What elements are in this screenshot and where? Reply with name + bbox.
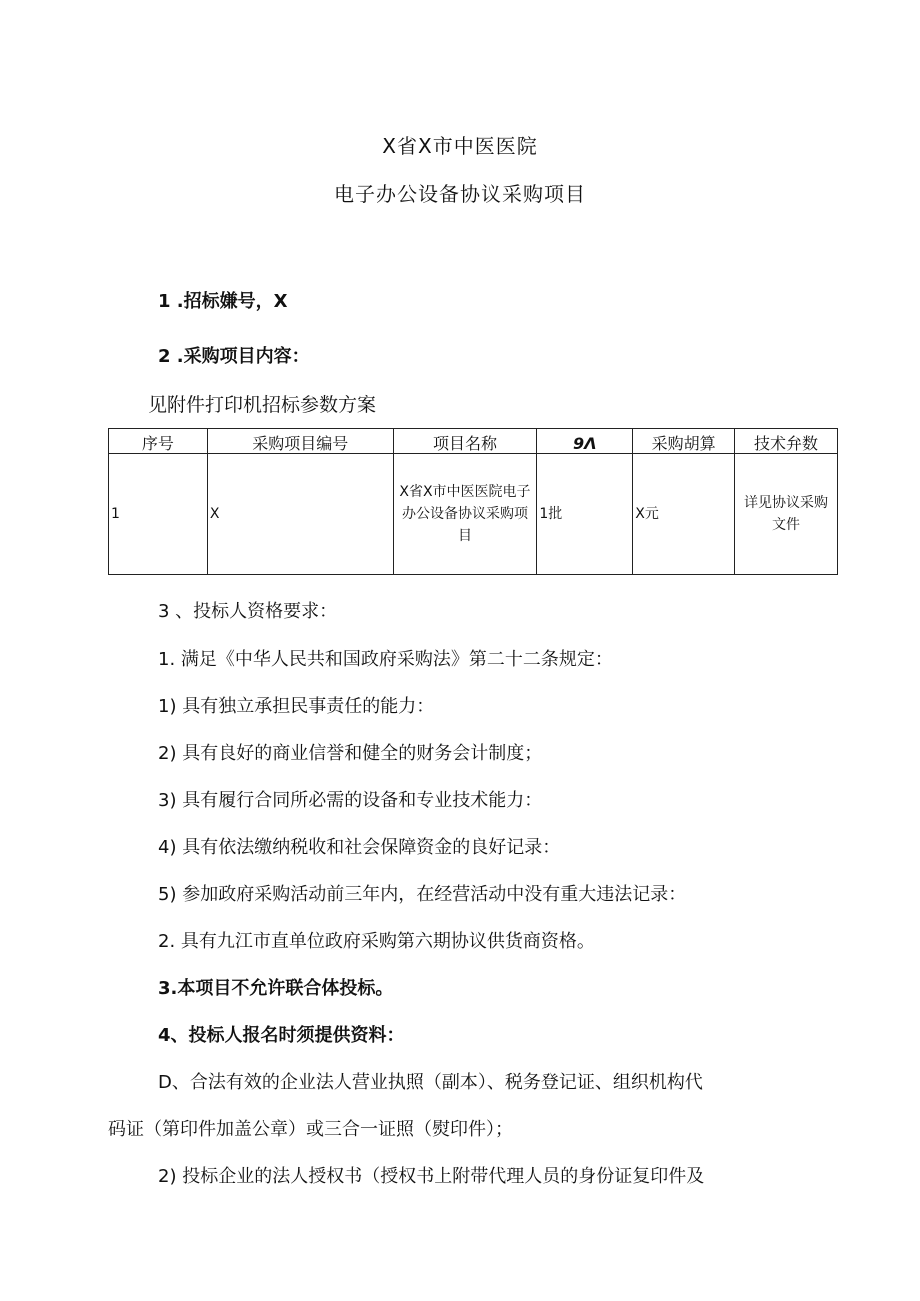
- cell-tech-spec: 详见协议采购文件: [735, 454, 838, 575]
- section-4-heading: 4、投标人报名时须提供资料：: [158, 1025, 405, 1046]
- cell-quantity: 1批: [537, 454, 633, 575]
- requirement-item: 4) 具有依法缴纳税收和社会保障资金的良好记录：: [158, 837, 561, 858]
- section-3-1: 1. 满足《中华人民共和国政府采购法》第二十二条规定：: [158, 649, 613, 670]
- section-2-note: 见附件打印机招标参数方案: [148, 394, 377, 416]
- header-tech-spec: 技术弁数: [735, 429, 838, 454]
- header-budget: 采购胡算: [633, 429, 735, 454]
- cell-seq: 1: [109, 454, 208, 575]
- header-project-name: 项目名称: [393, 429, 537, 454]
- section-4-d-line1: D、合法有效的企业法人营业执照（副本）、税务登记证、组织机构代: [158, 1072, 703, 1093]
- requirement-item: 5) 参加政府采购活动前三年内，在经营活动中没有重大违法记录：: [158, 884, 687, 905]
- document-title-line1: X省X市中医医院: [382, 134, 538, 158]
- procurement-table: [108, 428, 838, 575]
- header-quantity: 9Λ: [537, 429, 633, 454]
- requirement-item: 1) 具有独立承担民事责任的能力：: [158, 696, 435, 717]
- section-2-heading: 2 .采购项目内容：: [158, 346, 310, 367]
- section-4-2: 2) 投标企业的法人授权书（授权书上附带代理人员的身份证复印件及: [158, 1166, 705, 1187]
- requirement-item: 2) 具有良好的商业信誉和健全的财务会计制度；: [158, 743, 543, 764]
- table-row: [109, 454, 838, 575]
- section-3-2: 2. 具有九江市直单位政府采购第六期协议供货商资格。: [158, 931, 595, 952]
- table-header-row: [109, 429, 838, 454]
- cell-budget: X元: [633, 454, 735, 575]
- header-project-code: 采购项目编号: [207, 429, 393, 454]
- cell-project-code: X: [207, 454, 393, 575]
- section-4-d-line2: 码证（第印件加盖公章）或三合一证照（熨印件）；: [108, 1119, 513, 1140]
- requirement-item: 3) 具有履行合同所必需的设备和专业技术能力：: [158, 790, 543, 811]
- document-title-line2: 电子办公设备协议采购项目: [334, 182, 586, 206]
- section-3-3: 3.本项目不允许联合体投标。: [158, 978, 394, 999]
- header-seq: 序号: [109, 429, 208, 454]
- cell-project-name: X省X市中医医院电子办公设备协议采购项目: [393, 454, 537, 575]
- section-3-heading: 3 、投标人资格要求：: [158, 601, 338, 622]
- section-1-bid-number: 1 .招标嫌号，X: [158, 291, 288, 312]
